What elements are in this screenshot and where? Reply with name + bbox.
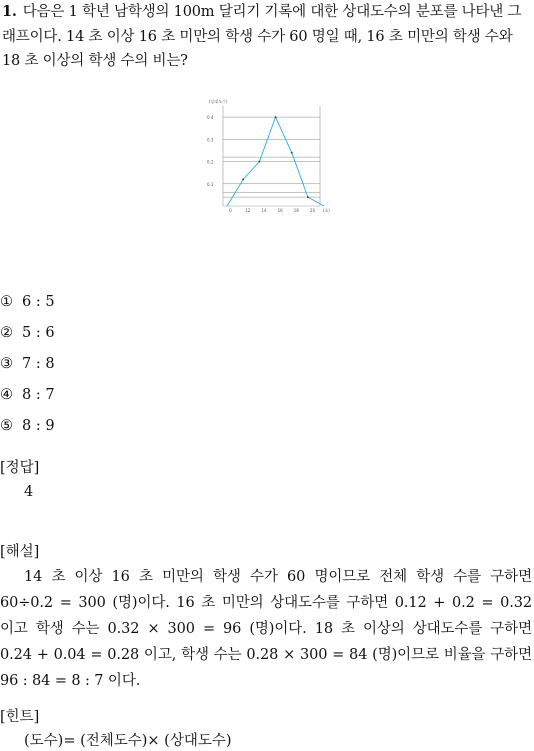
x-tick-label: 20 — [309, 208, 316, 213]
y-tick-label: 0.4 — [207, 115, 214, 121]
chart-tick-labels — [207, 98, 330, 213]
question-text — [2, 0, 532, 74]
choice-2-mark: ② — [0, 325, 13, 341]
choice-3-text: 7 : 8 — [22, 356, 55, 372]
question-number: 1. — [2, 3, 17, 20]
explanation-line-1: 14 초 이상 16 초 미만의 학생 수가 60 명이므로 전체 학생 수를 구하면 — [24, 569, 532, 585]
question-body: 다음은 1 학년 남학생의 100m 달리기 기록에 대한 상대도수의 분포를 나타낸 그래프이다. 14 초 이상 16 초 미만의 학생 수가 60 명일 때, 16 초 미만의 학생 수와 18 초 이상의 학생 수의 비는? — [2, 4, 522, 69]
x-tick-label: 18 — [293, 208, 299, 213]
choice-1-mark: ① — [0, 294, 13, 310]
answer-value: 4 — [24, 484, 34, 500]
choice-4-text: 8 : 7 — [22, 387, 55, 403]
relative-frequency-chart — [200, 96, 330, 220]
data-point — [291, 152, 293, 154]
y-axis-label: (상대도수) — [209, 99, 228, 104]
choice-4[interactable] — [0, 385, 55, 405]
explanation-line-3: 이고 학생 수는 0.32 × 300 = 96 (명)이다. 18 초 이상의 상대도수를 구하면 — [0, 621, 532, 637]
choice-4-mark: ④ — [0, 387, 13, 403]
choice-3-mark: ③ — [0, 356, 13, 372]
x-tick-label: 0 — [229, 208, 232, 213]
y-tick-label: 0.1 — [207, 181, 214, 187]
choice-5-text: 8 : 9 — [22, 418, 55, 434]
hint-label: [힌트] — [0, 709, 40, 725]
choice-2-text: 5 : 6 — [22, 325, 55, 341]
choice-1[interactable] — [0, 292, 55, 312]
choice-3[interactable] — [0, 354, 55, 374]
x-tick-label: (초) — [322, 208, 330, 213]
data-point — [258, 161, 260, 163]
x-tick-label: 14 — [261, 208, 267, 213]
choice-2[interactable] — [0, 323, 55, 343]
choice-5[interactable] — [0, 416, 55, 436]
hint-text: (도수)= (전체도수)× (상대도수) — [24, 733, 232, 749]
explanation-line-5: 96 : 84 = 8 : 7 이다. — [0, 673, 141, 689]
choice-1-text: 6 : 5 — [22, 294, 55, 310]
y-tick-label: 0.3 — [207, 137, 214, 143]
explanation-line-4: 0.24 + 0.04 = 0.28 이고, 학생 수는 0.28 × 300 = 84 (명)이므로 비율을 구하면 — [0, 647, 532, 663]
explanation-label: [해설] — [0, 544, 40, 560]
answer-label: [정답] — [0, 460, 40, 476]
x-tick-label: 12 — [245, 208, 251, 213]
data-point — [275, 116, 277, 118]
choice-5-mark: ⑤ — [0, 418, 13, 434]
explanation-line-2: 60÷0.2 = 300 (명)이다. 16 초 미만의 상대도수를 구하면 0.12 + 0.2 = 0.32 — [0, 595, 532, 611]
x-tick-label: 16 — [277, 208, 283, 213]
data-point — [242, 178, 244, 180]
y-tick-label: 0.2 — [207, 159, 214, 165]
data-point — [307, 196, 309, 198]
